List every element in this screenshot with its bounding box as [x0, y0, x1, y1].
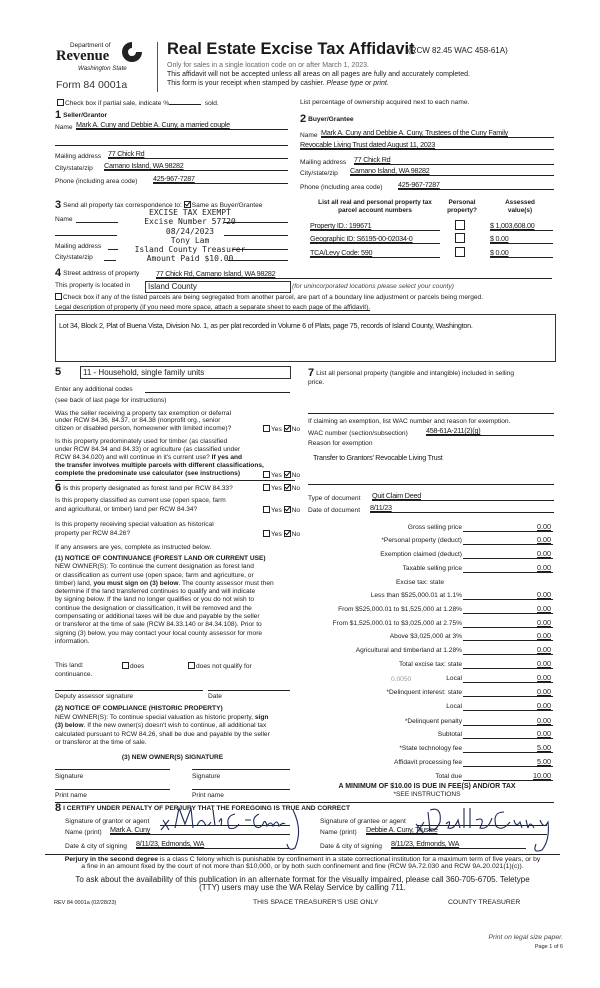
tax-row-label: From $1,525,000.01 to $3,025,000 at 2.75% [332, 620, 462, 627]
reason-field[interactable]: Transfer to Grantors' Revocable Living Trust [313, 453, 443, 462]
corr-line [55, 235, 117, 236]
q-line: under RCW 84.36, 84.37, or 84.38 (nonprofit org., senior [55, 417, 221, 425]
corr-name-line [76, 222, 118, 223]
buyer-title: Buyer/Grantee [308, 116, 354, 123]
tax-row-label: Total due [435, 773, 462, 780]
signature-label: Signature [192, 773, 221, 780]
partial-sale-label: Check box if partial sale, indicate % [65, 100, 170, 107]
corr-city-line [104, 260, 116, 261]
tax-row-label: *Personal property (deduct) [381, 537, 462, 544]
revision-number: REV 84 0001a (02/28/23) [54, 900, 117, 906]
corr-name-label: Name [55, 216, 73, 223]
legal-description-text: Lot 34, Block 2, Plat of Buena Vista, Division No. 1, as per plat recorded in Volume 6 of Plats, page 75, records of Island County, Washington. [59, 321, 473, 330]
section-number: 7 [308, 367, 315, 379]
wac-number-field[interactable]: 458-61A-211(2)(g) [426, 427, 554, 436]
current-use-question [55, 497, 226, 514]
exemption-question [55, 410, 231, 432]
seller-phone-label: Phone (including area code) [55, 178, 138, 185]
tax-row [300, 687, 553, 697]
corr-mail-line [108, 249, 118, 250]
continuance-label: continuance. [55, 671, 93, 678]
buyer-name-field[interactable]: Mark A. Cuny and Debbie A. Cuny, Trustees of the Cuny Family [321, 129, 554, 138]
grantee-name-field[interactable]: Debbie A. Cuny, Trustee [366, 826, 547, 835]
tax-row-value[interactable]: 0.00 [463, 536, 553, 545]
no-label: No [291, 485, 301, 492]
print-name-label: Print name [55, 792, 87, 799]
notice-bold: you must sign on (3) below [93, 579, 179, 587]
tax-row [300, 716, 553, 726]
doc-type-field[interactable]: Quit Claim Deed [372, 492, 554, 501]
buyer-phone-field[interactable]: 425-967-7287 [398, 181, 554, 190]
q-line: Is this property receiving special valuation as historical [55, 521, 214, 528]
revenue-logo-icon [121, 41, 143, 63]
tax-row [300, 590, 553, 600]
treasurer-use-label: THIS SPACE TREASURER'S USE ONLY [253, 899, 379, 906]
tax-row-label: From $525,000.01 to $1,525,000 at 1.28% [338, 606, 462, 613]
perjury-bold: Perjury in the second degree [64, 856, 158, 863]
notice-line: timber) land, [55, 579, 94, 587]
current-use-yes-no [263, 506, 300, 515]
tax-row-label: *Delinquent interest: state [386, 689, 462, 696]
additional-codes-field[interactable] [145, 392, 290, 393]
buyer-section-title [300, 115, 354, 124]
logo-dept: Department of [70, 42, 111, 49]
partial-sale-checkbox[interactable] [57, 99, 64, 106]
yes-label: Yes [271, 507, 282, 514]
segregated-row [55, 293, 483, 302]
same-as-buyer-checkbox[interactable] [184, 201, 191, 208]
yes-checkbox[interactable] [263, 425, 270, 432]
tax-row-label: Excise tax: state [396, 579, 445, 586]
segregated-checkbox[interactable] [55, 293, 62, 300]
doc-date-label: Date of document [308, 507, 361, 514]
personal-header: property? [447, 207, 477, 214]
section-number: 6 [55, 482, 62, 494]
partial-sale-row [57, 99, 219, 108]
minimum-due-note: A MINIMUM OF $10.00 IS DUE IN FEE(S) AND/OR TAX [338, 783, 516, 790]
exemption-yes-no [263, 425, 300, 434]
q-line: under RCW 84.34 and 84.33) or agriculture (as classified under [55, 446, 241, 454]
tax-row-value[interactable]: 0.00 [463, 646, 553, 655]
parcel-number-field[interactable]: Property ID.: 199671 [310, 222, 440, 231]
perjury-note [40, 856, 565, 870]
stamp-line: Excise Number 57720 [144, 217, 236, 226]
tax-row-label: Affidavit processing fee [393, 759, 462, 766]
section7-label2: price. [308, 379, 325, 386]
subtitle-1: Only for sales in a single location code on or after March 1, 2023. [167, 62, 369, 69]
tax-row-value[interactable]: 0.00 [463, 550, 553, 559]
tax-row-label: Total excise tax: state [398, 661, 462, 668]
form-number: Form 84 0001a [56, 79, 128, 91]
seller-city-label: City/state/zip [55, 165, 93, 172]
notice-line: or transferor at the time of sale (RCW 84.33.140 or 84.34.108). Prior to [55, 621, 262, 629]
yes-label: Yes [271, 485, 282, 492]
assessed-value-field[interactable]: $ 0.00 [490, 235, 553, 244]
seller-name-field[interactable]: Mark A. Cuny and Debbie A. Cuny, a married couple [76, 121, 288, 130]
section-number: 1 [55, 109, 62, 121]
notice-line: calculated pursuant to RCW 84.26, shall be due and payable by the seller [55, 730, 270, 738]
legal-label: Legal description of property (if you need more space, attach a separate sheet to each page of the affidavit). [55, 304, 371, 311]
notice-line: information. [55, 637, 90, 645]
grantee-date-label: Date & city of signing [320, 843, 382, 850]
notice-line: continue the designation or classification, it will be removed and the [55, 604, 252, 612]
no-checkbox[interactable] [284, 471, 291, 478]
notice-line: compensating or additional taxes will be due and payable by the seller [55, 613, 260, 621]
subtitle-2: This affidavit will not be accepted unless all areas on all pages are fully and accurately completed. [167, 71, 470, 78]
tax-row-label: Agricultural and timberland at 1.28% [355, 647, 462, 654]
section-number: 5 [55, 366, 62, 378]
perjury-text: is a class C felony which is punishable by confinement in a state correctional institution for a maximum term of five years, or by [158, 856, 541, 863]
no-checkbox[interactable] [284, 530, 291, 537]
tax-row-value[interactable]: 0.00 [463, 660, 553, 669]
tax-row-value[interactable]: 10.00 [463, 772, 553, 781]
partial-sold-label: sold. [204, 100, 219, 107]
grantee-signature-image [412, 800, 562, 855]
additional-codes-label: Enter any additional codes [55, 386, 133, 393]
land-use-code-select[interactable]: 11 - Household, single family units [80, 366, 291, 379]
tax-row [300, 549, 553, 559]
street-label: Street address of property [63, 270, 140, 277]
owner-print-name-field[interactable] [192, 789, 290, 790]
q-bold: If yes and [211, 454, 243, 462]
q-line: Was the seller receiving a property tax exemption or deferral [55, 410, 232, 417]
does-checkbox[interactable] [122, 662, 129, 669]
corr-city-label: City/state/zip [55, 254, 93, 261]
tax-row-value[interactable]: 0.00 [463, 564, 553, 573]
seller-name-line2 [55, 145, 288, 146]
buyer-city-field[interactable]: Camano Island, WA 98282 [350, 167, 554, 176]
tax-row [300, 618, 553, 628]
tax-row [300, 659, 553, 669]
new-owner-signature-title: (3) NEW OWNER(S) SIGNATURE [121, 754, 224, 761]
accessibility-note [40, 876, 565, 891]
notice-line: . The county assessor must then [178, 579, 274, 587]
section-number: 2 [300, 113, 307, 125]
page-number: Page 1 of 6 [534, 944, 563, 950]
notice-continuance [55, 555, 274, 646]
accessibility-line: (TTY) users may use the WA Relay Service by calling 711. [199, 882, 406, 892]
tax-row-label: Local [446, 703, 462, 710]
tax-row [300, 701, 553, 711]
no-label: No [291, 426, 301, 433]
section-number: 4 [55, 267, 62, 279]
tax-row-value[interactable]: 0.00 [463, 632, 553, 641]
assessed-value-field[interactable]: $ 0.00 [490, 249, 553, 258]
if-yes-note: If any answers are yes, complete as instructed below. [55, 544, 212, 551]
parcel-number-field[interactable]: Geographic ID: S6195-00-02034-0 [310, 235, 440, 244]
tax-row [300, 673, 553, 683]
section-number: 3 [55, 199, 62, 211]
tax-row [300, 771, 553, 781]
personal-header: Personal [448, 199, 476, 206]
street-address-field[interactable]: 77 Chick Rd, Camano Island, WA 98282 [156, 270, 552, 279]
logo-state: Washington State [78, 65, 127, 72]
no-checkbox[interactable] [284, 425, 291, 432]
tax-row [300, 604, 553, 614]
grantor-name-label: Name (print) [65, 829, 102, 836]
notice-line: NEW OWNER(S): To continue the current designation as forest land [55, 563, 254, 571]
personal-property-checkbox[interactable] [455, 247, 465, 257]
tax-row-label: Less than $525,000.01 at 1.1% [370, 592, 462, 599]
deputy-date-field[interactable] [208, 690, 290, 691]
legal-description-field[interactable] [55, 314, 556, 362]
parcel-header: parcel account numbers [338, 207, 412, 214]
wac-label: WAC number (section/subsection) [308, 430, 408, 437]
does-not-label: does not qualify for [196, 663, 252, 670]
no-label: No [291, 507, 301, 514]
grantor-date-field[interactable]: 8/11/23, Edmonds, WA [136, 840, 290, 849]
q-line: and agricultural, or timber) land per RCW 84.34? [55, 505, 198, 513]
tax-row-value[interactable]: 0.00 [463, 591, 553, 600]
assessed-value-field[interactable]: $ 1,003,608.00 [490, 222, 553, 231]
tax-row-label: *State technology fee [399, 745, 462, 752]
buyer-name-field-2[interactable]: Revocable Living Trust dated August 11, 2023 [300, 141, 554, 150]
signature-label: Signature [55, 773, 84, 780]
tax-row [300, 535, 553, 545]
tax-row-label: Exemption claimed (deduct) [380, 551, 462, 558]
does-label: does [130, 663, 145, 670]
stamp-line: EXCISE TAX EXEMPT [149, 208, 231, 217]
tax-row-value[interactable]: 0.00 [463, 702, 553, 711]
owner-print-name-field[interactable] [55, 789, 170, 790]
subtitle-3-italic: Please type or print. [326, 80, 389, 87]
grantor-name-field[interactable]: Mark A. Cuny [110, 826, 290, 835]
q-line: Is this property designated as forest land per RCW 84.33? [63, 485, 233, 492]
parcel-header: List all real and personal property tax [318, 199, 432, 206]
notice-line: or transferor at the time of sale. [55, 739, 147, 746]
grantee-signature-label: Signature of grantee or agent [320, 818, 406, 825]
grantee-name-label: Name (print) [320, 829, 357, 836]
correspondence-label: Send all property tax correspondence to: [63, 202, 182, 209]
yes-label: Yes [271, 426, 282, 433]
does-option [122, 662, 144, 671]
timber-question [55, 438, 264, 478]
stamp-line: 08/24/2023 [165, 227, 215, 236]
q-bold: the transfer involves multiple parcels with different classifications, [55, 462, 264, 470]
q-line: Is this property predominately used for timber (as classified [55, 438, 228, 445]
notice-line: . If the new owner(s) doesn't wish to continue, all additional tax [83, 722, 267, 729]
tax-row [300, 645, 553, 655]
notice-bold: (3) below [55, 722, 84, 729]
notice-bold: sign [254, 713, 269, 721]
q-line: RCW 84.34.020) and will continue in it's current use? [55, 454, 212, 462]
q-line: citizen or disabled person, homeowner with limited income)? [55, 424, 232, 432]
does-not-option [188, 662, 252, 671]
doc-date-field[interactable]: 8/11/23 [370, 504, 554, 513]
logo-revenue: Revenue [56, 48, 110, 64]
no-checkbox[interactable] [284, 506, 291, 513]
reason-label: Reason for exemption [308, 440, 373, 447]
yes-checkbox[interactable] [263, 484, 270, 491]
yes-label: Yes [271, 531, 282, 538]
yes-label: Yes [271, 472, 282, 479]
date-label: Date [208, 693, 222, 700]
yes-checkbox[interactable] [263, 530, 270, 537]
tax-row [300, 577, 553, 587]
deputy-label: Deputy assessor signature [55, 693, 134, 700]
notice-line: by signing below. If the land no longer qualifies or you do not wish to [55, 596, 255, 604]
tax-row [300, 743, 553, 753]
seller-mail-field[interactable]: 77 Chick Rd [108, 150, 288, 159]
notice-line: determine if the land transferred continues to qualify and will indicate [55, 588, 256, 596]
notice-title: (1) NOTICE OF CONTINUANCE (FOREST LAND OR CURRENT USE) [55, 555, 266, 562]
q-line: Is this property classified as current use (open space, farm [55, 497, 226, 504]
tax-row-value[interactable]: 0.00 [463, 674, 553, 683]
tax-row-value[interactable]: 0.00 [463, 619, 553, 628]
seller-name-label: Name [55, 124, 73, 131]
seller-city-field[interactable]: Camano Island, WA 98282 [104, 162, 288, 171]
corr-mail-label: Mailing address [55, 243, 102, 250]
personal-property-checkbox[interactable] [455, 220, 465, 230]
personal-property-field[interactable] [308, 413, 554, 414]
tax-row-label: Above $3,025,000 at 3% [389, 633, 462, 640]
header-divider [157, 42, 158, 92]
yes-checkbox[interactable] [263, 471, 270, 478]
buyer-name-label: Name [300, 132, 318, 139]
deputy-signature-field[interactable] [55, 690, 203, 691]
tax-row-label: Taxable selling price [402, 565, 462, 572]
q-bold: complete the predominate use calculator (see instructions) [55, 470, 241, 478]
codes-note: (see back of last page for instructions) [55, 397, 167, 404]
title-ref: (RCW 82.45 WAC 458-61A) [408, 46, 508, 55]
same-as-buyer-label: Same as Buyer/Grantee [191, 202, 263, 209]
see-instructions: *SEE INSTRUCTIONS [393, 791, 461, 798]
owner-signature-field[interactable] [192, 769, 290, 770]
stamp-line: Amount Paid $10.00 [146, 254, 234, 263]
tax-row-label: Gross selling price [407, 524, 462, 531]
tax-row [300, 522, 553, 532]
this-land-label: This land: [55, 662, 84, 669]
q-line: property per RCW 84.26? [55, 529, 131, 537]
buyer-city-label: City/state/zip [300, 170, 338, 177]
assessed-header: Assessed [505, 199, 535, 206]
grantee-date-field[interactable]: 8/11/23, Edmonds, WA [391, 840, 526, 849]
tax-row-value[interactable]: 0.00 [463, 717, 553, 726]
certify-text: I CERTIFY UNDER PENALTY OF PERJURY THAT THE FOREGOING IS TRUE AND CORRECT [63, 805, 350, 812]
accessibility-line: To ask about the availability of this publication in an alternate format for the visually impaired, please call 360-705-6705. Teletype [75, 875, 530, 884]
section-number: 8 [55, 802, 62, 814]
tax-row [300, 757, 553, 767]
doc-type-label: Type of document [308, 495, 361, 502]
section7-label: List all personal property (tangible and intangible) included in selling [316, 370, 515, 377]
exemption-label: If claiming an exemption, list WAC number and reason for exemption. [308, 418, 511, 425]
forest-question [55, 484, 233, 493]
street-label-row [55, 269, 139, 278]
does-not-checkbox[interactable] [188, 662, 195, 669]
county-note: (for unincorporated locations please select your county) [292, 283, 455, 290]
notice-line: signing (3) below, you may contact your local county assessor for more [55, 629, 263, 637]
segregated-label: Check box if any of the listed parcels are being segregated from another parcel, are part of a boundary line adjustment or parcels being merged. [63, 294, 484, 301]
partial-percent-field[interactable] [169, 104, 201, 105]
grantor-signature-label: Signature of grantor or agent [65, 818, 150, 825]
divider [45, 854, 560, 855]
seller-section-title [55, 111, 107, 120]
county-treasurer-label: COUNTY TREASURER [448, 899, 521, 906]
tax-row-value[interactable]: 0.00 [463, 523, 553, 532]
county-select[interactable]: Island County [145, 281, 291, 293]
seller-mail-label: Mailing address [55, 153, 102, 160]
tax-row [300, 729, 553, 739]
print-legal-note: Print on legal size paper. [488, 934, 563, 941]
page-title: Real Estate Excise Tax Affidavit [167, 40, 415, 58]
personal-property-label [308, 369, 514, 378]
notice-title: (2) NOTICE OF COMPLIANCE (HISTORIC PROPERTY) [55, 705, 223, 712]
divider [55, 480, 295, 481]
parcel-number-field[interactable]: TCA/Levy Code: 590 [310, 249, 440, 258]
historic-yes-no [263, 530, 300, 539]
notice-line: or classification as current use (open space, farm and agriculture, or [55, 571, 254, 579]
local-rate: 0.0050 [391, 676, 412, 683]
buyer-mail-field[interactable]: 77 Chick Rd [354, 156, 554, 165]
tax-row-value[interactable]: 0.00 [463, 605, 553, 614]
no-label: No [291, 531, 301, 538]
seller-title: Seller/Grantor [63, 112, 108, 119]
tax-row [300, 631, 553, 641]
tax-row-label: Local [446, 675, 462, 682]
buyer-phone-label: Phone (including area code) [300, 184, 383, 191]
tax-row-label: *Delinquent penalty [404, 718, 462, 725]
tax-row-value[interactable]: 0.00 [463, 688, 553, 697]
grantor-signature-image [155, 800, 305, 855]
subtitle-3 [167, 80, 389, 88]
located-label: This property is located in [55, 282, 131, 289]
forest-yes-no [263, 484, 300, 493]
no-checkbox[interactable] [284, 484, 291, 491]
timber-yes-no [263, 471, 300, 480]
tax-row-label: Subtotal [437, 731, 462, 738]
notice-compliance [55, 705, 270, 748]
tax-row-value[interactable]: 5.00 [463, 744, 553, 753]
tax-row-value[interactable]: 0.00 [463, 730, 553, 739]
buyer-mail-label: Mailing address [300, 159, 347, 166]
owner-signature-field[interactable] [55, 769, 170, 770]
notice-line: NEW OWNER(S): To continue special valuation as historic property, [55, 713, 255, 721]
reason-line [308, 484, 554, 485]
personal-property-checkbox[interactable] [455, 233, 465, 243]
grantor-date-label: Date & city of signing [65, 843, 127, 850]
historic-question [55, 521, 214, 538]
no-label: No [291, 472, 301, 479]
print-name-label: Print name [192, 792, 224, 799]
assessed-header: value(s) [507, 207, 533, 214]
ownership-note: List percentage of ownership acquired next to each name. [300, 99, 470, 106]
subtitle-3-text: This form is your receipt when stamped by cashier. [167, 80, 327, 87]
yes-checkbox[interactable] [263, 506, 270, 513]
seller-phone-field[interactable]: 425-967-7287 [153, 175, 288, 184]
perjury-text-2: a fine in an amount fixed by the court of not more than $10,000, or by both such confinement and fine (RCW 9A.72.030 and RCW 9A.20.021(1)(c)). [81, 863, 524, 870]
stamp-line: Tony Lam [170, 236, 210, 245]
tax-row [300, 563, 553, 573]
stamp-line: Island County Treasurer [134, 245, 246, 254]
tax-row-value[interactable]: 5.00 [463, 758, 553, 767]
